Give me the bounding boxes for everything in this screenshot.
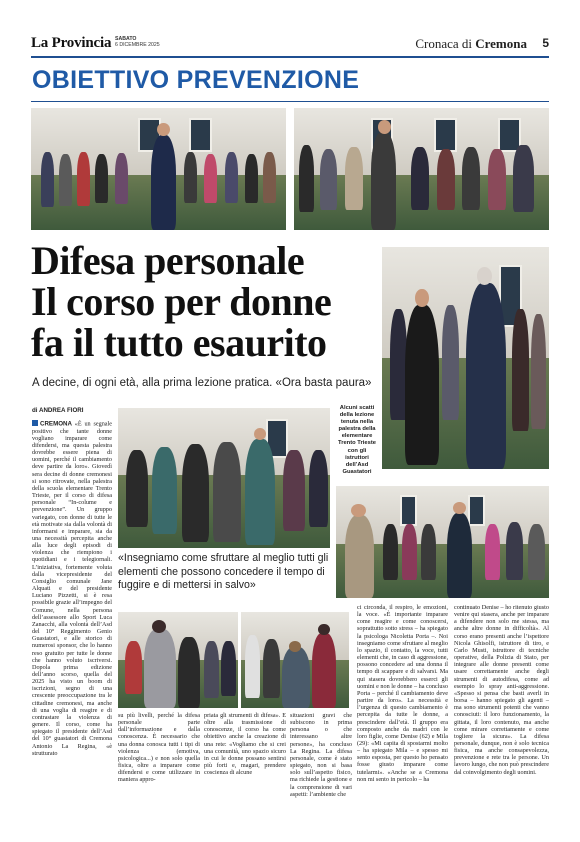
- article-text-col-5: ci circonda, il respiro, le emozioni, la voce. «È importante imparare come reagire e come conoscersi, soprattutto sotto stress – ha spiegato la psicologa Nicoletta Porta –. Noi insegniamo come sfruttare al meglio lo spazio, il contatto, la voce, tutti elementi che, in caso di aggressione, possono concedere ad una donna il tempo di scappare e di salvarsi. Ma qui stasera dovrebbero esserci gli uomini e non le donne – ha concluso Porta – perché il cambiamento deve partire da loro». La necessità e l’urgenza di questo cambiamento è percepita da tutte le donne, a prescindere dall’età. Il gruppo era composto anche da madri con le loro figlie, come Denise (62) e Mila (29): «Mi capita di spostarmi molto – ha spiegato Mila – e spesso mi sento esposta, per questo ho pensato fosse giusto imparare come tutelarmi». «Anche se a Cremona non mi sento in pericolo – ha: [357, 604, 448, 783]
- article-text-col-2: su più livelli, perché la difesa personale parte dall’informazione e dalla conoscenza. È necessario che una donna conosca tutti i tipi di violenza (emotiva, psicologica...) e non solo quella fisica, oltre a imparare come difendersi e come utilizzare in maniera appro-: [118, 712, 200, 784]
- headline-line-1: Difesa personale: [31, 238, 305, 283]
- section-prefix: Cronaca di: [415, 36, 476, 51]
- issue-day: SABATO: [115, 36, 137, 42]
- article-column-2: [118, 712, 200, 816]
- photo-bottom-left: [118, 612, 238, 708]
- article-column-4: [290, 712, 352, 816]
- headline-line-2: Il corso per donne: [31, 279, 332, 324]
- issue-date-text: 6 DICEMBRE 2025: [115, 42, 160, 48]
- article-column-6: [454, 604, 549, 816]
- article-column-3: [204, 712, 286, 816]
- kicker: OBIETTIVO PREVENZIONE: [32, 66, 360, 94]
- article-text-col-1: «È un segnale positivo che tante donne vogliano imparare come difendersi, ma questa palestra dovrebbe essere piena di uomini, perché il cambiamento deve partire da loro». Giovedì sera decine di donne cremonesi si sono ritrovate, nella palestra della scuola elementare Trento Trieste, per il corso di difesa personale “In-colume e prevenzione”. Un gruppo variegato, con donne di tutte le età motivate sia dalla volontà di informarsi e imparare, sia da una necessità percepita anche alla luce degli episodi di violenza che riempiono i quotidiani e i telegiornali. L’iniziativa, fortemente voluta dalla vicepresidente del Consiglio comunale Jane Alquati e del presidente Luciano Pizzetti, si è resa possibile grazie all’impegno del Comune, nella persona dell’assessore allo Sport Luca Zanacchi, alla volontà dell’Asd del 10° Reggimento Genio Guastatori, e alle storico di numerosi sponsor, che lo hanno reso gratuito per tutte le donne che hanno voluto iscriversi. Dopola prima edizione dell’anno scorso, quella del 2025 ha visto un boom di iscrizioni, segno di una crescente preoccupazione tra le cittadine cremonesi, ma anche di una voglia di reagire e di contrastare la violenza di genere. Il corso, come ha spiegato il presidente dell’Asd del 10° guastatori di Cremona Antonio La Regina, «è strutturato: [32, 420, 112, 757]
- dateline-square-icon: [32, 420, 38, 426]
- photo-caption: Alcuni scatti della lezione tenuta nella palestra della elementare Trento Trieste con gli istruttori dell’Asd Guastatori: [337, 405, 376, 475]
- masthead: [31, 33, 549, 55]
- photo-right-bottom: [336, 486, 549, 598]
- photo-top-left: [31, 108, 286, 230]
- headline: [31, 240, 376, 363]
- article-column-5: [357, 604, 448, 816]
- newspaper-logo: La Provincia: [31, 35, 112, 51]
- article-text-col-4: situazioni gravi che subiscono in prima persona o che interessano altre persone», ha concluso La Regina. La difesa personale, come è stato spiegato, non si basa solo sull’aspetto fisico, ma richiede la gestione e la comprensione di vari aspetti: l’ambiente che: [290, 712, 352, 798]
- section-city: Cremona: [475, 36, 527, 51]
- dateline: CREMONA: [40, 420, 72, 428]
- article-text-col-6: continuato Denise – ho ritenuto giusto venire qui stasera, anche per imparare a difendere non solo me stessa, ma anche altre donne in difficoltà». Al corso erano presenti anche l’ispettore Nicola Ghisolfi, istruttore di tiro, e Carlo Musti, istruttore di tecniche operative, della Polizia di Stato, per integrare alle donne presenti come usare correttamente anche degli strumenti di autodifesa, come ad esempio lo spray anti-aggressione. «Spesso si pensa che basti averli in borsa – hanno spiegato gli agenti – ma sono strumenti potenti che vanno conosciuti: il loro funzionamento, la gittata, il loro contenuto, ma anche come mirare correttamente e come togliere la sicura». La difesa personale, dunque, non è solo tecnica fisica, ma anche consapevolezza, prevenzione e rete tra le persone. Un lavoro lungo, che non può prescindere dal coinvolgimento degli uomini.: [454, 604, 549, 776]
- section-name: [415, 36, 527, 52]
- byline: di ANDREA FIORI: [32, 407, 84, 414]
- kicker-rule: [31, 101, 549, 102]
- photo-top-right: [294, 108, 549, 230]
- article-column-1: [32, 420, 112, 816]
- headline-line-3: fa il tutto esaurito: [31, 320, 327, 365]
- article-text-col-3: priata gli strumenti di difesa». E oltre alla trasmissione di conoscenze, il corso ha come obiettivo anche la creazione di una rete: «Vogliamo che si crei una comunità, uno spazio sicuro in cui le donne possano sentirsi più forti e, magari, prendere coscienza di alcune: [204, 712, 286, 777]
- page-number: 5: [542, 36, 549, 50]
- photo-middle: [118, 408, 330, 548]
- issue-date: [115, 36, 160, 48]
- photo-right-tall: [382, 247, 549, 469]
- photo-bottom-right: [241, 612, 349, 708]
- subheadline: A decine, di ogni età, alla prima lezione pratica. «Ora basta paura»: [32, 377, 372, 389]
- pull-quote: «Insegniamo come sfruttare al meglio tutti gli elementi che possono concedere il tempo di fuggire e di mettersi in salvo»: [118, 552, 329, 592]
- header-rule: [31, 56, 549, 58]
